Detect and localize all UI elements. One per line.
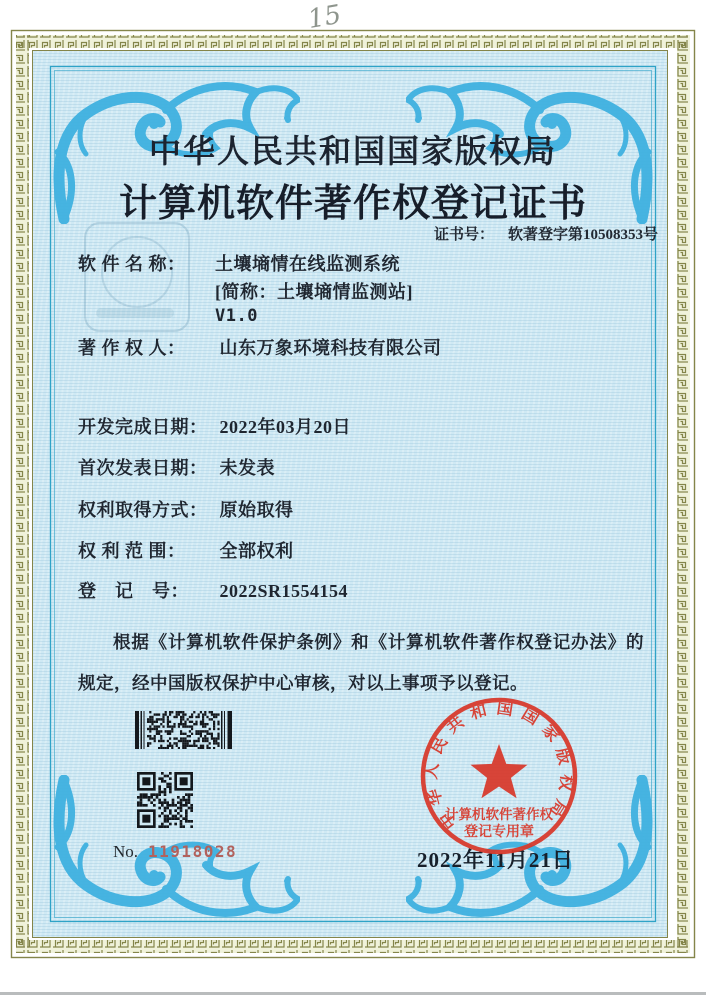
software-version: V1.0 — [215, 306, 258, 326]
software-name-line2: [简称：土壤墒情监测站] — [215, 282, 413, 302]
seal-line1: 计算机软件著作权 — [445, 807, 553, 822]
seal-star — [471, 744, 528, 798]
field-rights-acquisition — [78, 496, 294, 522]
rights-acquisition-value: 原始取得 — [219, 500, 294, 520]
certificate-number-value: 软著登字第10508353号 — [507, 227, 658, 243]
dev-complete-date-value: 2022年03月20日 — [219, 417, 351, 437]
seal-line2: 登记专用章 — [464, 825, 534, 840]
copyright-owner-value: 山东万象环境科技有限公司 — [219, 338, 442, 358]
certificate-title: 计算机软件著作权登记证书 — [118, 183, 587, 225]
field-label: 开发完成日期： — [78, 417, 208, 437]
field-label: 权利取得方式： — [78, 500, 208, 520]
issue-date: 2022年11月21日 — [417, 848, 574, 872]
rights-scope-value: 全部权利 — [219, 541, 294, 561]
barcode-2d — [135, 711, 233, 754]
registration-number-value: 2022SR1554154 — [219, 581, 349, 601]
field-registration-number — [78, 577, 348, 603]
field-label: 软 件 名 称： — [78, 254, 186, 274]
field-dev-complete-date — [78, 413, 351, 439]
field-rights-scope — [78, 537, 294, 563]
software-name-line1: 土壤墒情在线监测系统 — [215, 254, 400, 274]
field-label: 登 记 号： — [78, 581, 189, 601]
certificate-number-line — [0, 223, 658, 244]
field-label: 著 作 权 人： — [78, 338, 186, 358]
field-label: 权 利 范 围： — [78, 541, 186, 561]
field-software-name — [78, 250, 215, 276]
seal-ring-text: 中华人民共和国国家版权局 — [421, 698, 577, 833]
certificate-number-label: 证书号： — [433, 227, 494, 243]
serial-number: 11918028 — [148, 842, 238, 861]
issuing-authority: 中华人民共和国国家版权局 — [148, 133, 557, 169]
qr-code — [137, 772, 193, 833]
first-publish-date-value: 未发表 — [219, 458, 275, 478]
field-first-publish-date — [78, 454, 275, 480]
official-seal — [417, 696, 583, 862]
field-label: 首次发表日期： — [78, 458, 208, 478]
registration-statement: 根据《计算机软件保护条例》和《计算机软件著作权登记办法》的规定，经中国版权保护中心审核，对以上事项予以登记。 — [78, 632, 644, 694]
field-copyright-owner — [78, 334, 442, 360]
serial-number-line — [113, 842, 237, 862]
handwritten-mark: 15 — [305, 0, 344, 35]
serial-prefix: No. — [113, 842, 139, 861]
